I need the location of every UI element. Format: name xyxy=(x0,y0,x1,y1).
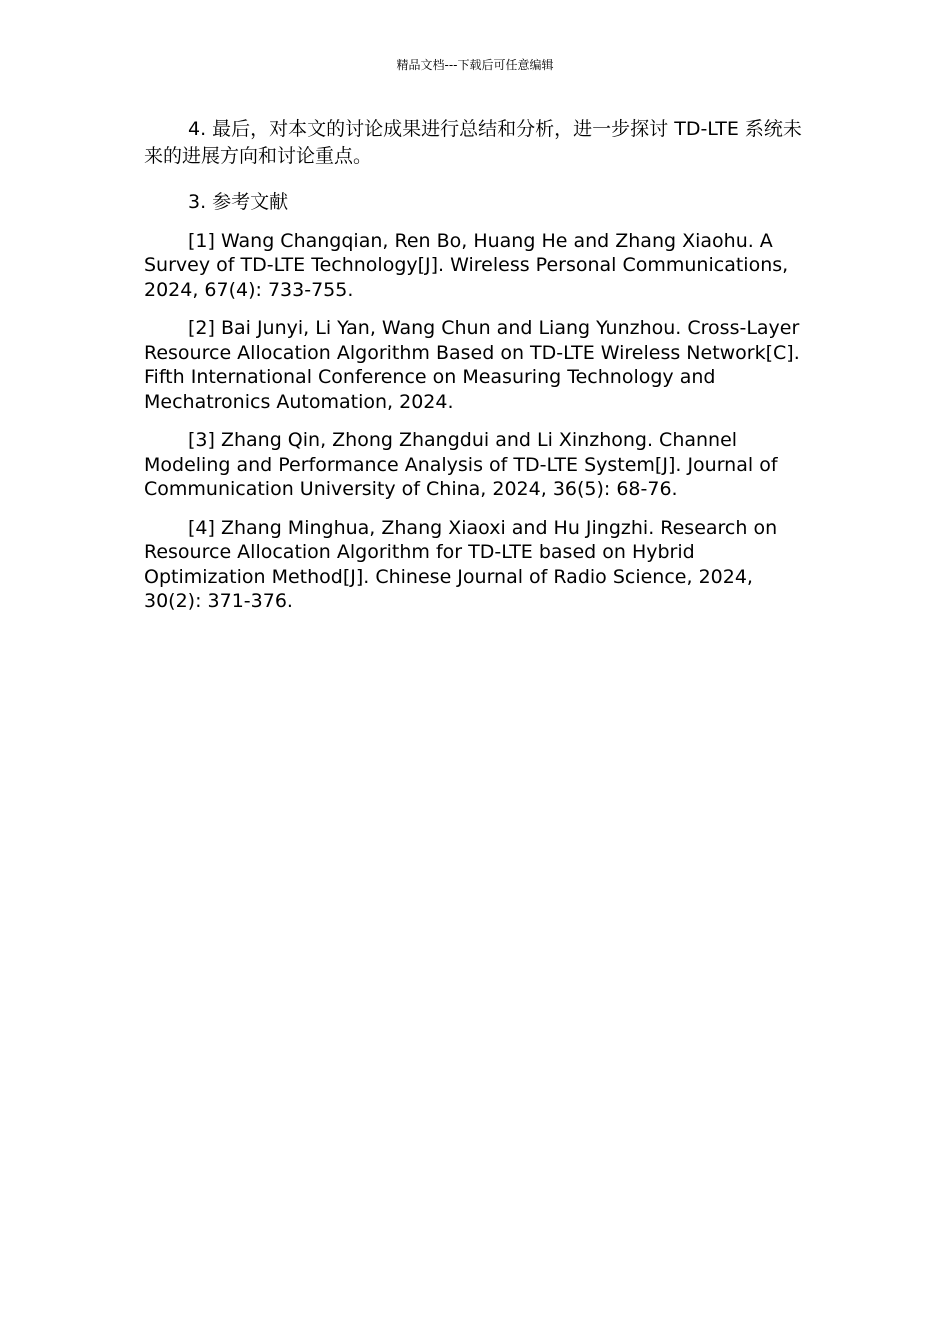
page-header-watermark: 精品文档---下载后可任意编辑 xyxy=(396,58,554,72)
reference-item-4: [4] Zhang Minghua, Zhang Xiaoxi and Hu Jingzhi. Research on Resource Allocation Algorithm for TD-LTE based on Hybrid Optimization Method[J]. Chinese Journal of Radio Science, 2024, 30(2): 371-376. xyxy=(144,516,778,612)
document-body xyxy=(144,116,810,628)
reference-item-1: [1] Wang Changqian, Ren Bo, Huang He and Zhang Xiaohu. A Survey of TD-LTE Technology[J]. Wireless Personal Communications, 2024, 67(4): 733-755. xyxy=(144,229,789,301)
section-heading-references: 3. 参考文献 xyxy=(188,191,289,213)
paragraph-conclusion: 4. 最后，对本文的讨论成果进行总结和分析，进一步探讨 TD-LTE 系统未来的进展方向和讨论重点。 xyxy=(144,118,802,167)
reference-item-2: [2] Bai Junyi, Li Yan, Wang Chun and Liang Yunzhou. Cross-Layer Resource Allocation Algorithm Based on TD-LTE Wireless Network[C]. Fifth International Conference on Measuring Technology and Mechatronics Automation, 2024. xyxy=(144,317,800,413)
reference-item-3: [3] Zhang Qin, Zhong Zhangdui and Li Xinzhong. Channel Modeling and Performance Analysis of TD-LTE System[J]. Journal of Communication University of China, 2024, 36(5): 68-76. xyxy=(144,429,778,500)
